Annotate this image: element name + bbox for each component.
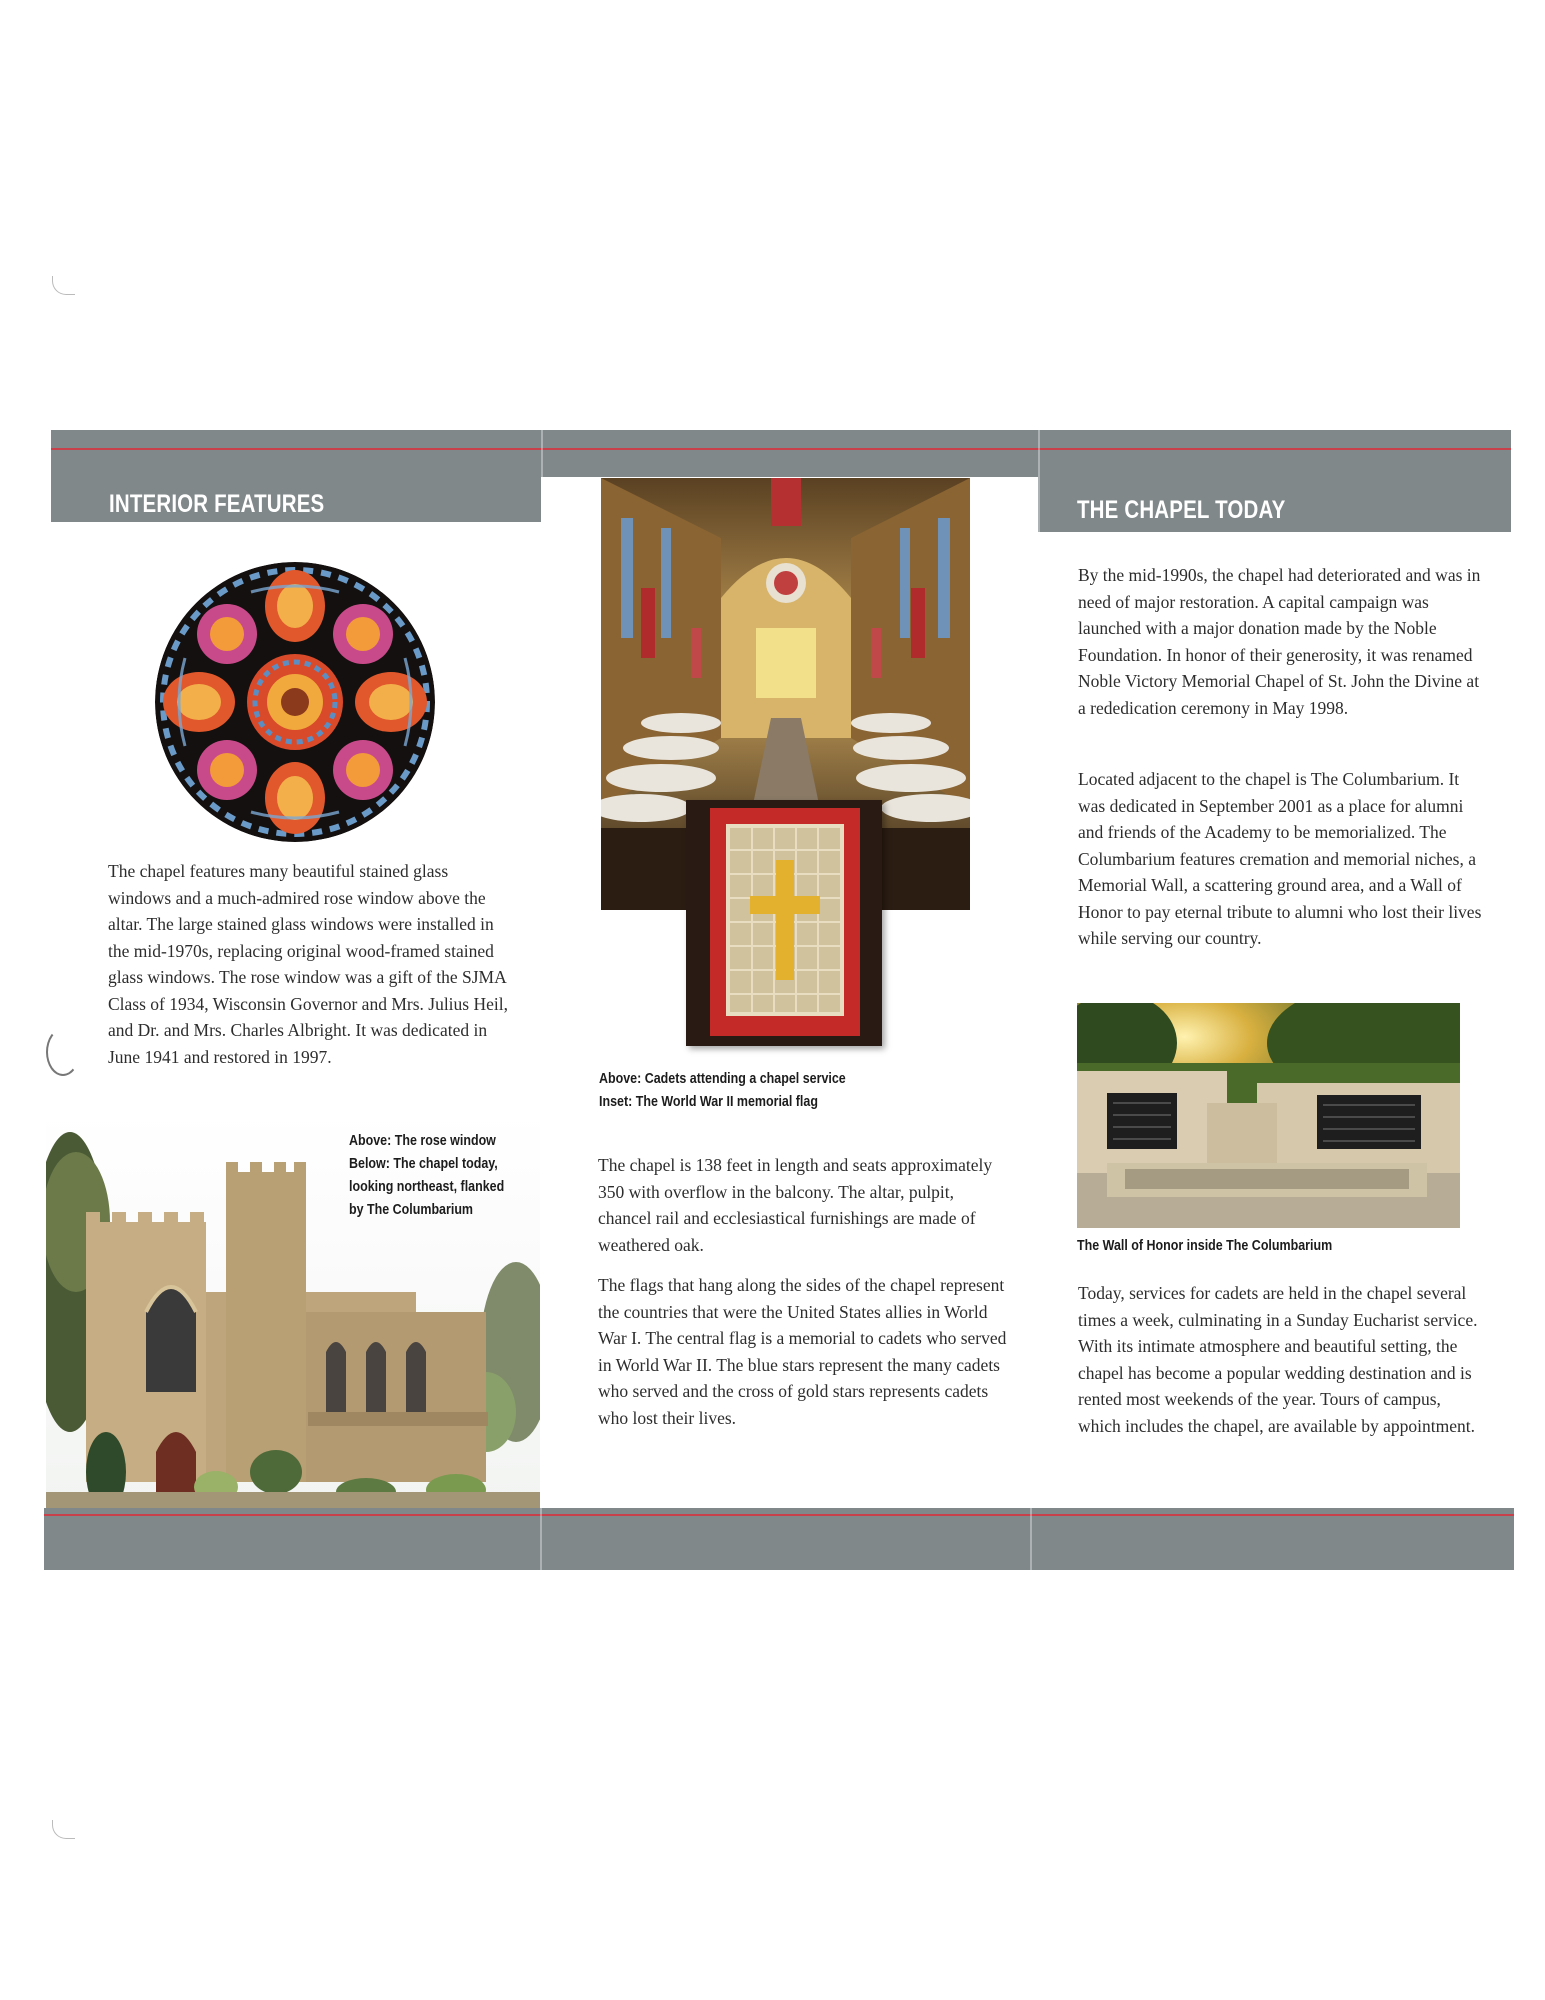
header-band-middle <box>541 430 1038 477</box>
fold-line <box>541 430 543 477</box>
right-panel-paragraph-2: Located adjacent to the chapel is The Columbarium. It was dedicated in September 2001 as a place for alumni and friends of the Academy to be memorialized. The Columbarium features cremation and memorial niches, a Memorial Wall, a scattering ground area, and a Wall of Honor to pay eternal tribute to alumni who lost their lives while serving our country. <box>1078 769 1482 948</box>
binder-hole-mark <box>46 1028 80 1076</box>
accent-rule-bottom <box>44 1514 1514 1516</box>
memorial-flag-inset-image <box>686 800 882 1046</box>
caption-line: The Wall of Honor inside The Columbarium <box>1077 1238 1333 1254</box>
interior-features-heading: INTERIOR FEATURES <box>109 490 325 518</box>
accent-rule-top <box>51 448 1511 450</box>
scan-mark <box>52 276 75 295</box>
caption-line: by The Columbarium <box>349 1202 474 1218</box>
wall-of-honor-image <box>1077 1003 1460 1228</box>
caption-line: Above: Cadets attending a chapel service <box>599 1071 846 1087</box>
middle-panel-paragraph-2: The flags that hang along the sides of the chapel represent the countries that were the United States allies in World War I. The central flag is a memorial to cadets who served in World War II. The blue stars represent the many cadets who served and the cross of gold stars represents cadets who lost their lives. <box>598 1275 1007 1428</box>
caption-line: looking northeast, flanked <box>349 1179 505 1195</box>
footer-band <box>44 1508 1514 1570</box>
right-panel-paragraph-3: Today, services for cadets are held in the chapel several times a week, culminating in a Sunday Eucharist service. With its intimate atmosphere and beautiful setting, the chapel has become a popular wedding destination and is rented most weekends of the year. Tours of campus, which includes the chapel, are available by appointment. <box>1078 1283 1478 1436</box>
middle-panel-caption <box>599 1068 846 1114</box>
right-panel-paragraph-1: By the mid-1990s, the chapel had deteriorated and was in need of major restoration. A capital campaign was launched with a major donation made by the Noble Foundation. In honor of their generosity, it was renamed Noble Victory Memorial Chapel of St. John the Divine at a rededication ceremony in May 1998. <box>1078 565 1481 718</box>
middle-panel-paragraph-1: The chapel is 138 feet in length and seats approximately 350 with overflow in the balcony. The altar, pulpit, chancel rail and ecclesiastical furnishings are made of weathered oak. <box>598 1155 993 1255</box>
caption-line: Above: The rose window <box>349 1133 496 1149</box>
fold-line <box>1038 430 1040 532</box>
left-panel-caption <box>349 1130 504 1222</box>
chapel-today-heading: THE CHAPEL TODAY <box>1077 496 1286 524</box>
scan-mark <box>52 1820 75 1839</box>
rose-window-image <box>155 562 435 842</box>
interior-features-body: The chapel features many beautiful stained glass windows and a much-admired rose window above the altar. The large stained glass windows were installed in the mid-1970s, replacing original wood-framed stained glass windows. The rose window was a gift of the SJMA Class of 1934, Wisconsin Governor and Mrs. Julius Heil, and Dr. and Mrs. Charles Albright. It was dedicated in June 1941 and restored in 1997. <box>108 861 508 1067</box>
caption-line: Below: The chapel today, <box>349 1156 498 1172</box>
fold-line <box>1030 1508 1032 1570</box>
fold-line <box>540 1508 542 1570</box>
right-panel-caption <box>1077 1235 1332 1258</box>
caption-line: Inset: The World War II memorial flag <box>599 1094 818 1110</box>
